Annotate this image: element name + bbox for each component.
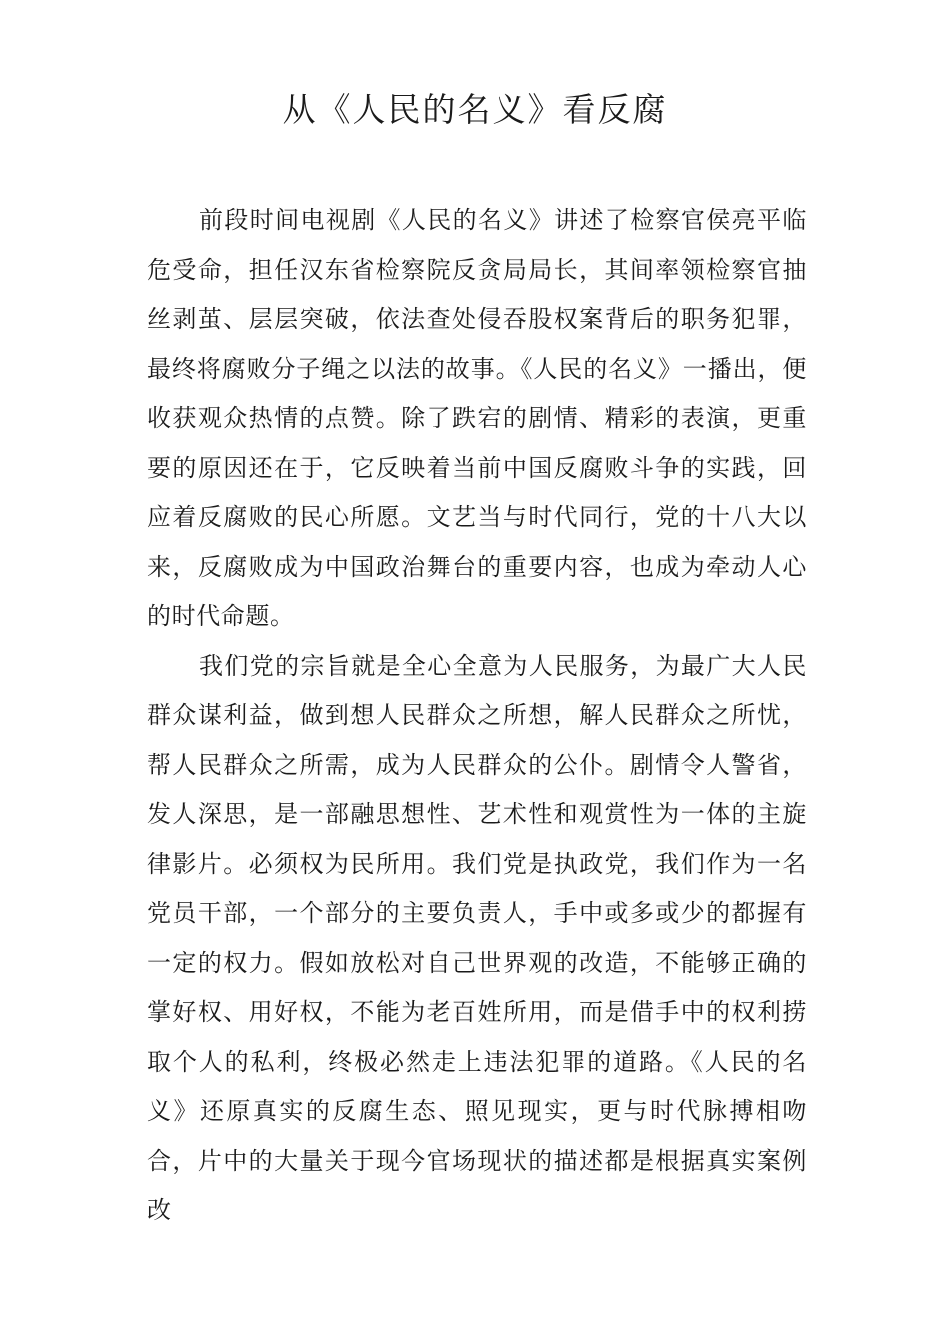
paragraph-1: 前段时间电视剧《人民的名义》讲述了检察官侯亮平临危受命，担任汉东省检察院反贪局局长，其间率领检察官抽丝剥茧、层层突破，依法查处侵吞股权案背后的职务犯罪，最终将腐败分子绳之以法的故事。《人民的名义》一播出，便收获观众热情的点赞。除了跌宕的剧情、精彩的表演，更重要的原因还在于，它反映着当前中国反腐败斗争的实践，回应着反腐败的民心所愿。文艺当与时代同行，党的十八大以来，反腐败成为中国政治舞台的重要内容，也成为牵动人心的时代命题。 [147,206,807,630]
document-body [147,196,807,1236]
paragraph-2: 我们党的宗旨就是全心全意为人民服务，为最广大人民群众谋利益，做到想人民群众之所想，解人民群众之所忧，帮人民群众之所需，成为人民群众的公仆。剧情令人警省，发人深思，是一部融思想性、艺术性和观赏性为一体的主旋律影片。必须权为民所用。我们党是执政党，我们作为一名党员干部，一个部分的主要负责人，手中或多或少的都握有一定的权力。假如放松对自己世界观的改造，不能够正确的掌好权、用好权，不能为老百姓所用，而是借手中的权利捞取个人的私利，终极必然走上违法犯罪的道路。《人民的名义》还原真实的反腐生态、照见现实，更与时代脉搏相吻合，片中的大量关于现今官场现状的描述都是根据真实案例改 [147,651,807,1224]
document-title: 从《人民的名义》看反腐 [282,90,668,129]
